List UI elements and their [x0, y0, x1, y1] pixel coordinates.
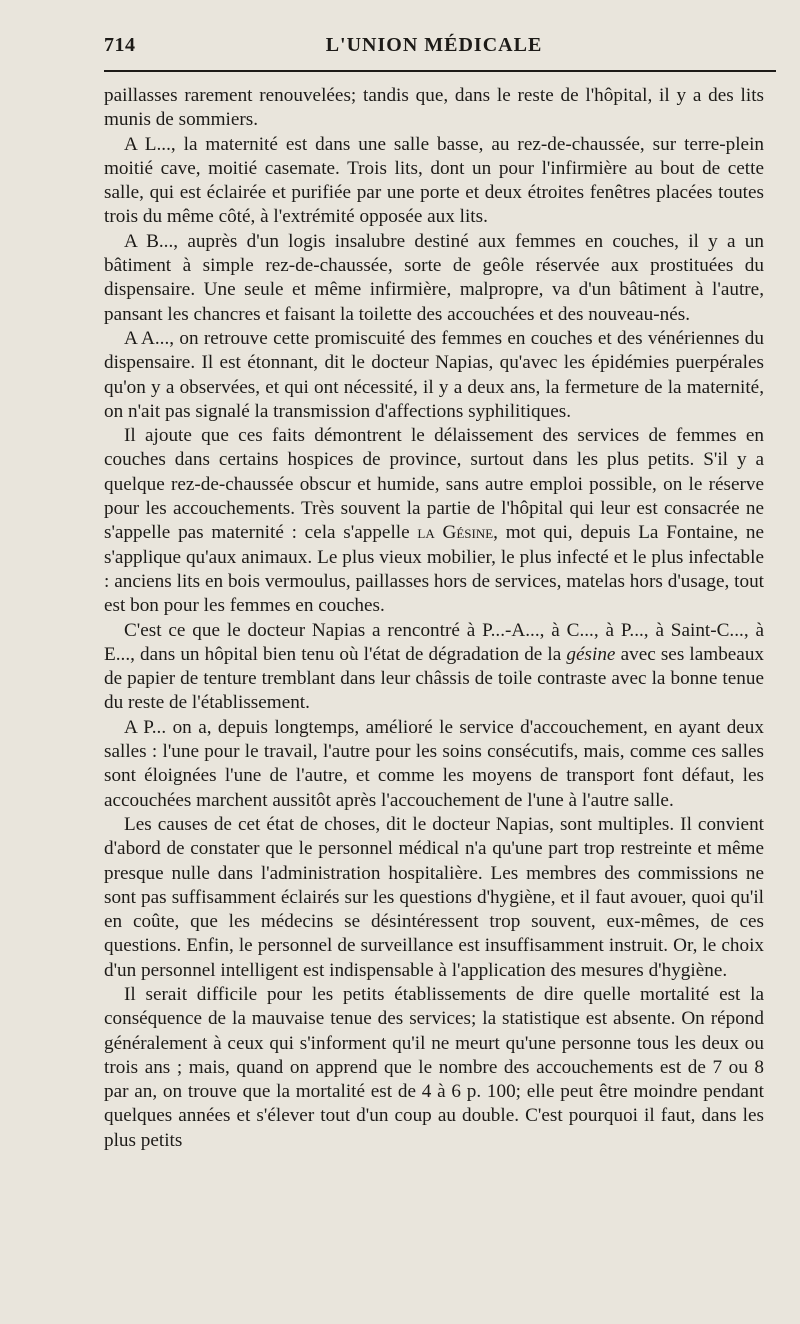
paragraph: A B..., auprès d'un logis insalubre destiné aux femmes en couches, il y a un bâtiment à simple rez-de-chaussée, sorte de geôle réservée aux prostituées du dispensaire. Une seule et même infirmière, malpropre, va d'un bâtiment à l'autre, pansant les chancres et faisant la toilette des accouchées et des nouveau-nés.: [104, 230, 764, 325]
paragraph-text: C'est ce que le docteur Napias a rencontré à P...-A..., à C..., à P..., à Saint-C..., à E..., dans un hôpital bien tenu où l'état de dégradation de la: [104, 619, 764, 665]
paragraph: paillasses rarement renouvelées; tandis que, dans le reste de l'hôpital, il y a des lits munis de sommiers.: [104, 85, 764, 131]
paragraph-text: mot qui, depuis La Fontaine, ne s'applique qu'aux animaux. Le plus vieux mobilier, le plus infecté et le plus infectable : anciens lits en bois vermoulus, paillasses hors de services, matelas hors d'usage, tout est bon pour les femmes en couches.: [104, 522, 764, 617]
paragraph-text: avec ses lambeaux de papier de tenture tremblant dans leur châssis de toile contraste avec la bonne tenue du reste de l'établissement.: [104, 643, 765, 714]
paragraph: [104, 424, 764, 618]
paragraph: Il serait difficile pour les petits établissements de dire quelle mortalité est la conséquence de la mauvaise tenue des services; la statistique est absente. On répond généralement à ceux qui s'informent qu'il ne meurt qu'une personne tous les deux ou trois ans ; mais, quand on apprend que le nombre des accouchements est de 7 ou 8 par an, on trouve que la mortalité est de 4 à 6 p. 100; elle peut être moindre pendant quelques années et s'élever tout d'un coup au double. C'est pourquoi il faut, dans les plus petits: [104, 983, 764, 1151]
page-number: 714: [104, 34, 136, 56]
paragraph: A A..., on retrouve cette promiscuité des femmes en couches et des vénériennes du dispensaire. Il est étonnant, dit le docteur Napias, qu'avec les épidémies puerpérales qu'on y a observées, et qui ont nécessité, il y a deux ans, la fermeture de la maternité, on n'ait pas signalé la transmission d'affections syphilitiques.: [104, 327, 764, 422]
paragraph-text: Il ajoute que ces faits démontrent le délaissement des services de femmes en couches dans certains hospices de province, surtout dans les plus petits. S'il y a quelque rez-de-chaussée obscur et humide, sans autre emploi possible, on le réserve pour les accouchements. Très souvent la partie de l'hôpital qui leur est consacrée ne s'appelle pas maternité : cela s'appelle: [104, 425, 764, 544]
running-title: L'UNION MÉDICALE: [325, 34, 543, 56]
gesine-term: la Gésine,: [417, 522, 498, 544]
header-rule: [104, 70, 776, 72]
paragraph: A P... on a, depuis longtemps, amélioré le service d'accouchement, en ayant deux salles : l'une pour le travail, l'autre pour les soins consécutifs, mais, comme ces salles sont éloignées l'une de l'autre, et comme les moyens de transport font défaut, les accouchées marchent aussitôt après l'accouchement de l'une à l'autre salle.: [104, 716, 764, 811]
paragraph: Les causes de cet état de choses, dit le docteur Napias, sont multiples. Il convient d'abord de constater que le personnel médical n'a qu'une part trop restreinte et même presque nulle dans l'administration hospitalière. Les membres des commissions ne sont pas suffisamment éclairés sur les questions d'hygiène, et il faut avouer, quoi qu'il en coûte, que les médecins se désintéressent trop souvent, eux-mêmes, de ces questions. Enfin, le personnel de surveillance est insuffisamment instruit. Or, le choix d'un personnel intelligent est indispensable à l'application des mesures d'hygiène.: [104, 813, 764, 981]
running-header: [104, 0, 764, 58]
paragraph: A L..., la maternité est dans une salle basse, au rez-de-chaussée, sur terre-plein moitié cave, moitié casemate. Trois lits, dont un pour l'infirmière au bout de cette salle, qui est éclairée et purifiée par une porte et deux étroites fenêtres placées toutes trois du même côté, à l'extrémité opposée aux lits.: [104, 133, 764, 228]
body-text: [104, 58, 764, 1153]
paragraph: [104, 619, 764, 716]
gesine-italic-term: gésine: [566, 643, 616, 665]
